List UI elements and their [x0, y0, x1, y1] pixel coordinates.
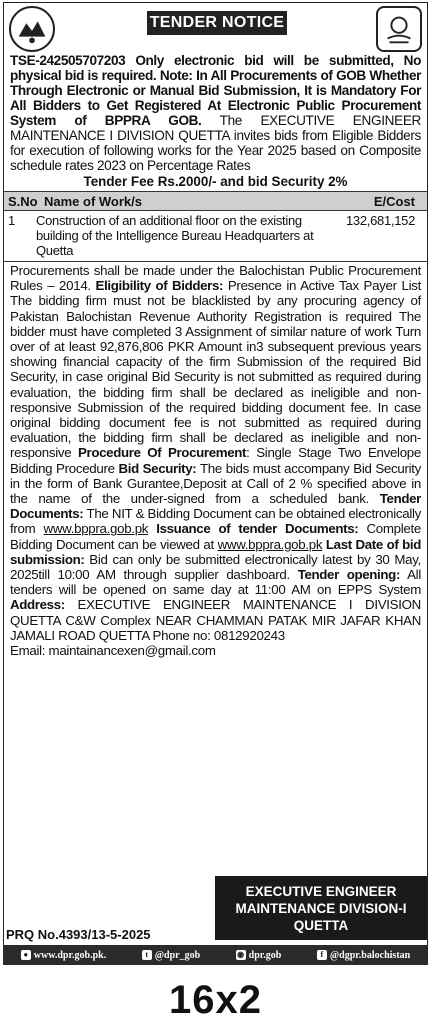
body-text: EXECUTIVE ENGINEER MAINTENANCE I DIVISION QUETTA C&W Complex NEAR CHAMMAN PATAK MIR JAFAR KHAN JAMALI ROAD QUETTA Phone no: 0812920243	[10, 597, 421, 643]
body-text: Bid can only be submitted electronically latest by 30 May, 2025till 10:00 AM through supplier dashboard.	[10, 551, 421, 583]
header-sno: S.No	[8, 193, 38, 209]
signature-line: QUETTA	[293, 917, 349, 933]
intro-paragraph	[4, 53, 427, 173]
footer-item-web[interactable]	[21, 950, 106, 961]
footer-text: @dgpr.balochistan	[329, 949, 411, 961]
works-table-header	[4, 191, 427, 211]
signature-line: MAINTENANCE DIVISION-I	[235, 900, 407, 916]
intro-bold-text: TSE-242505707203 Only electronic bid will be submitted, No physical bid is required. Note: In All Procurements of GOB Whether Through Electronic or Manual Bid Submission, It is Mandatory For All Bidders to Get Registered At Electronic Public Procurement System of BPPRA GOB.	[10, 53, 421, 128]
footer-text: dpr.gob	[248, 949, 282, 961]
ad-size-label: 16x2	[169, 978, 262, 1022]
row-sno: 1	[8, 213, 15, 228]
procedure-heading: Procedure Of Procurement	[78, 445, 247, 461]
footer-text: www.dpr.gob.pk.	[33, 949, 107, 961]
instagram-icon: ◉	[237, 950, 245, 959]
balochistan-seal-icon	[376, 6, 422, 52]
address-heading: Address:	[10, 597, 65, 613]
body-text: : Single Stage Two Envelope Bidding Procedure	[10, 445, 421, 476]
page-title: TENDER NOTICE	[147, 11, 287, 35]
twitter-icon: t	[142, 950, 152, 960]
government-emblem-icon	[9, 6, 55, 52]
body-text: Complete Bidding Document can be viewed at	[10, 521, 422, 552]
intro-text: The EXECUTIVE ENGINEER MAINTENANCE I DIVISION QUETTA invites bids from Eligible Bidders for execution of following works for the Year 2025 based on Composite schedule rates 2023 on Percentage Rates	[10, 113, 422, 173]
footer-text: @dpr_gob	[154, 949, 201, 961]
body-text: Presence in Active Tax Payer List The bidding firm must not be blacklisted by any procuring agency of Pakistan Balochistan Revenue Authority Registration is required The bidder must have completed 3 Assignment of similar nature of work Turn over of at least 92,876,806 PKR Amount in3 subsequent previous years showing financial capacity of the firm Submission of the required Bid Security, in case original Bid Security is not submitted as required during evaluation, the bidding firm shall be declared as ineligible and non-responsive Submission of the required bidding document fee. In case original bidding document fee is not submitted as required during evaluation, the bidding firm shall be declared as ineligible and non-responsive	[10, 278, 421, 461]
row-work: Construction of an additional floor on the existing building of the Intelligence Bureau Headquarters at Quetta	[36, 213, 314, 258]
header-cost: E/Cost	[373, 193, 415, 209]
prq-number: PRQ No.4393/13-5-2025	[6, 927, 151, 942]
email-line: Email: maintainancexen@gmail.com	[10, 643, 216, 659]
body-text: All tenders will be opened on same day at 11:00 AM on EPPS System	[10, 567, 421, 598]
tender-documents-heading: Tender Documents:	[10, 491, 421, 522]
issuance-heading: Issuance of tender Documents:	[148, 521, 359, 537]
tender-fee: Tender Fee Rs.2000/- and bid Security 2%	[83, 174, 348, 189]
facebook-icon: f	[317, 950, 327, 960]
bid-security-heading: Bid Security:	[118, 460, 197, 476]
body-text: Procurements shall be made under the Balochistan Public Procurement Rules – 2014.	[10, 263, 421, 294]
footer-item-twitter[interactable]	[142, 950, 200, 961]
body-text: The bids must accompany Bid Security in the form of Bank Gurantee,Deposit at Call of 2 % specified above in the name of the under-signed from a scheduled bank.	[10, 460, 422, 507]
header-work: Name of Work/s	[44, 193, 143, 209]
tender-opening-heading: Tender opening:	[297, 567, 401, 583]
last-date-heading: Last Date of bid submission:	[10, 536, 422, 567]
bppra-link[interactable]: www.bppra.gob.pk	[43, 521, 149, 537]
social-footer	[3, 945, 428, 965]
globe-icon: ●	[21, 950, 31, 960]
notice-body	[4, 262, 427, 658]
table-row	[4, 211, 427, 262]
bppra-link[interactable]: www.bppra.gob.pk	[217, 536, 323, 552]
signature-block	[215, 876, 427, 940]
body-text: The NIT & Bidding Document can be obtained electronically from	[10, 506, 421, 537]
footer-item-instagram[interactable]	[236, 950, 282, 961]
eligibility-heading: Eligibility of Bidders:	[95, 278, 224, 294]
signature-line: EXECUTIVE ENGINEER	[245, 883, 397, 899]
notice-frame	[3, 2, 428, 964]
notice-header	[4, 3, 427, 55]
footer-item-facebook[interactable]	[317, 950, 410, 961]
row-cost: 132,681,152	[346, 213, 415, 228]
